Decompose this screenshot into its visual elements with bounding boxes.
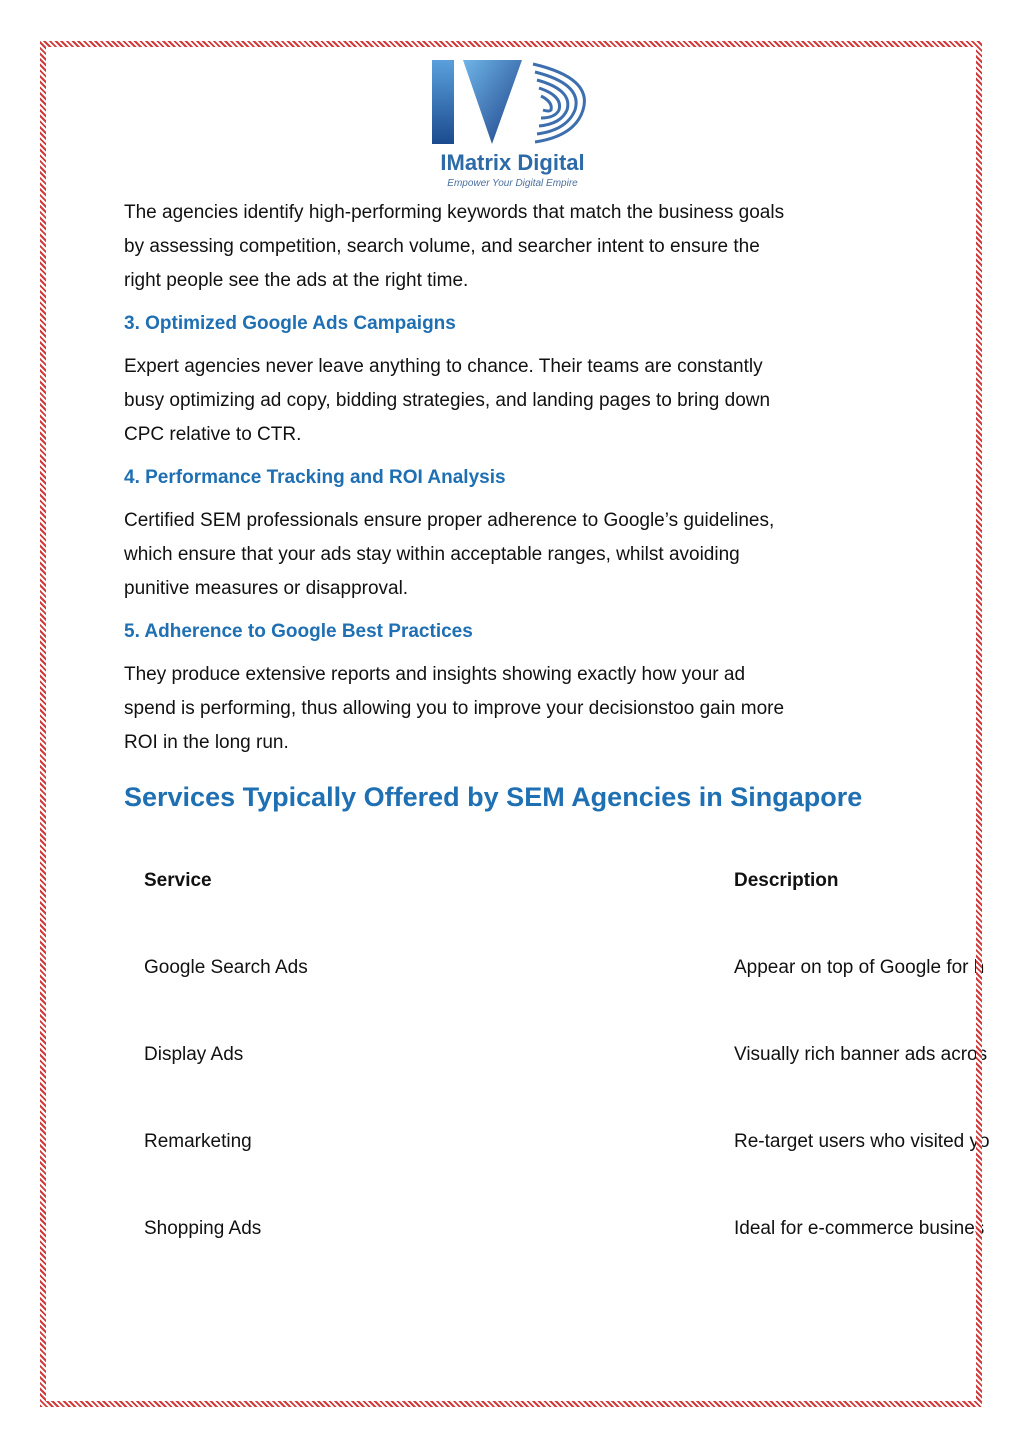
- section-paragraph: [124, 504, 904, 606]
- paragraph-line: punitive measures or disapproval.: [124, 578, 409, 599]
- paragraph-line: CPC relative to CTR.: [124, 424, 302, 445]
- description-cell: Visually rich banner ads acros: [734, 1044, 988, 1065]
- section-paragraph: [124, 350, 904, 452]
- paragraph-line: Expert agencies never leave anything to chance. Their teams are constantly: [124, 356, 763, 377]
- intro-paragraph: [124, 196, 904, 298]
- logo-tagline: Empower Your Digital Empire: [447, 178, 578, 189]
- paragraph-line: Certified SEM professionals ensure proper adherence to Google’s guidelines,: [124, 510, 775, 531]
- paragraph-line: ROI in the long run.: [124, 732, 289, 753]
- table-row: [124, 1044, 1023, 1131]
- service-cell: Display Ads: [144, 1044, 244, 1065]
- services-heading: Services Typically Offered by SEM Agencies in Singapore: [124, 782, 863, 812]
- column-header-service: Service: [144, 870, 212, 891]
- column-header-description: Description: [734, 870, 839, 891]
- description-cell: Appear on top of Google for h: [734, 957, 985, 978]
- service-cell: Remarketing: [144, 1131, 252, 1152]
- paragraph-line: The agencies identify high-performing keywords that match the business goals: [124, 202, 785, 223]
- main-content: [124, 196, 904, 813]
- section-paragraph: [124, 658, 904, 760]
- logo-name: IMatrix Digital: [440, 150, 585, 175]
- description-cell: Re-target users who visited yo: [734, 1131, 990, 1152]
- section-heading: 5. Adherence to Google Best Practices: [124, 621, 473, 642]
- service-cell: Shopping Ads: [144, 1218, 262, 1239]
- paragraph-line: which ensure that your ads stay within acceptable ranges, whilst avoiding: [124, 544, 740, 565]
- table-row: [124, 1131, 1023, 1218]
- services-table: [124, 870, 1023, 1305]
- paragraph-line: busy optimizing ad copy, bidding strategies, and landing pages to bring down: [124, 390, 771, 411]
- paragraph-line: They produce extensive reports and insights showing exactly how your ad: [124, 664, 746, 685]
- description-cell: Ideal for e-commerce busines: [734, 1218, 985, 1239]
- section-heading: 3. Optimized Google Ads Campaigns: [124, 313, 456, 334]
- company-logo: [425, 58, 600, 194]
- paragraph-line: right people see the ads at the right time.: [124, 270, 469, 291]
- table-row: [124, 1218, 1023, 1305]
- logo-mark-icon: [425, 58, 600, 150]
- table-header-row: [124, 870, 1023, 957]
- table-row: [124, 957, 1023, 1044]
- service-cell: Google Search Ads: [144, 957, 308, 978]
- paragraph-line: spend is performing, thus allowing you to improve your decisionstoo gain more: [124, 698, 785, 719]
- paragraph-line: by assessing competition, search volume, and searcher intent to ensure the: [124, 236, 760, 257]
- section-heading: 4. Performance Tracking and ROI Analysis: [124, 467, 506, 488]
